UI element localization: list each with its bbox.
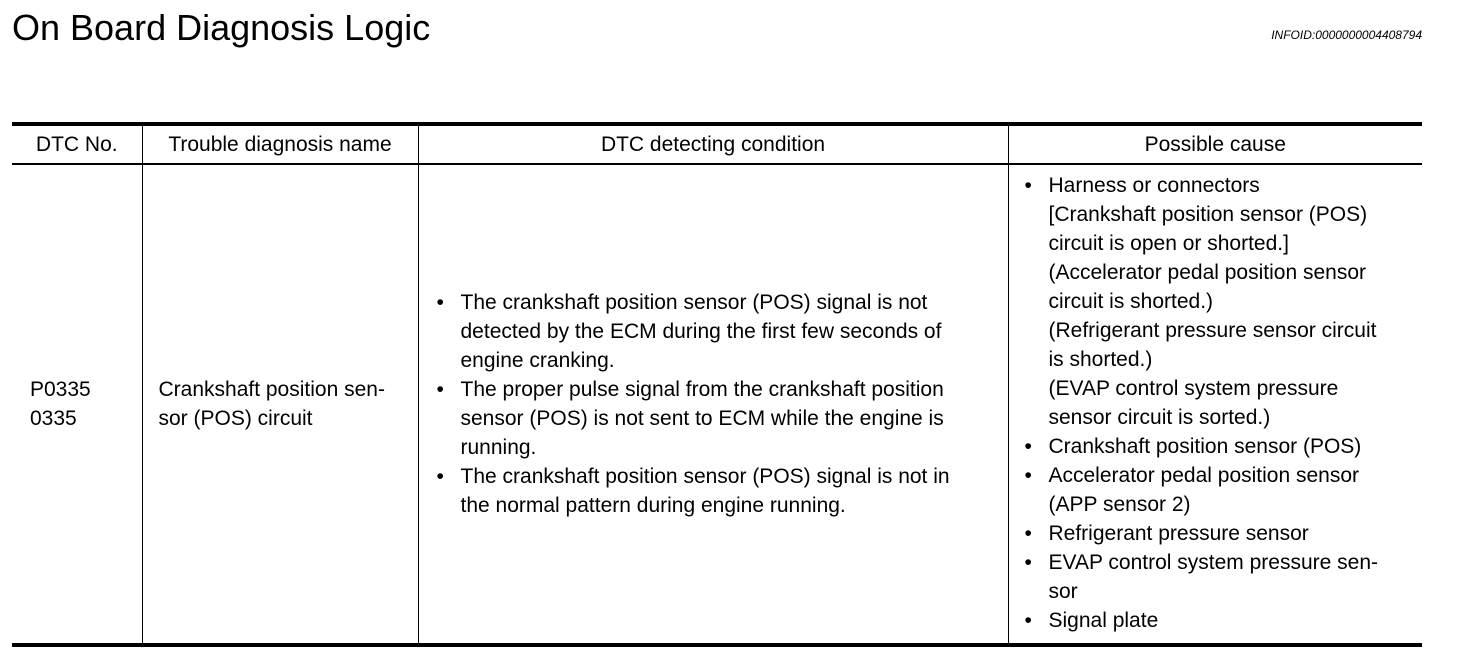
- header-dtc-detecting-condition: DTC detecting condition: [418, 124, 1008, 164]
- list-item: [1023, 432, 1419, 461]
- text-line: • Accelerator pedal position sensor: [1048, 464, 1360, 487]
- text-line: sensor (POS) is not sent to ECM while the engine is: [460, 407, 944, 430]
- dtc-code-cell: [12, 164, 142, 645]
- possible-cause-cell: [1008, 164, 1422, 645]
- dtc-code: P0335: [30, 378, 91, 401]
- text-line: engine cranking.: [460, 349, 615, 372]
- list-item: [1023, 171, 1419, 432]
- dtc-table: [12, 122, 1422, 647]
- detecting-condition-cell: [418, 164, 1008, 645]
- header-trouble-diagnosis-name: Trouble diagnosis name: [142, 124, 418, 164]
- info-id: INFOID:0000000004408794: [1271, 28, 1422, 42]
- text-line: (EVAP control system pressure: [1048, 377, 1339, 400]
- text-line: circuit is shorted.): [1048, 290, 1214, 313]
- text-line: • The crankshaft position sensor (POS) signal is not: [460, 291, 928, 314]
- dtc-code: 0335: [30, 407, 77, 430]
- text-line: (APP sensor 2): [1048, 493, 1191, 516]
- list-item: [435, 462, 998, 520]
- table-header-row: [12, 124, 1422, 164]
- text-line: • Crankshaft position sensor (POS): [1048, 435, 1362, 458]
- condition-list: [435, 288, 998, 520]
- list-item: [1023, 519, 1419, 548]
- text-line: circuit is open or shorted.]: [1048, 232, 1289, 255]
- text-line: • EVAP control system pressure sen-: [1048, 551, 1379, 574]
- header-possible-cause: Possible cause: [1008, 124, 1422, 164]
- text-line: is shorted.): [1048, 348, 1153, 371]
- trouble-name-cell: [142, 164, 418, 645]
- text-line: [Crankshaft position sensor (POS): [1048, 203, 1368, 226]
- text-line: • Signal plate: [1048, 609, 1159, 632]
- list-item: [1023, 461, 1419, 519]
- list-item: [1023, 606, 1419, 635]
- text-line: • The crankshaft position sensor (POS) signal is not in: [460, 465, 950, 488]
- list-item: [435, 288, 998, 375]
- list-item: [435, 375, 998, 462]
- page-title: On Board Diagnosis Logic: [12, 7, 431, 48]
- text-line: running.: [460, 436, 537, 459]
- cause-list: [1023, 171, 1419, 635]
- text-line: sensor circuit is sorted.): [1048, 406, 1271, 429]
- header-dtc-no: DTC No.: [35, 133, 118, 156]
- text-line: (Refrigerant pressure sensor circuit: [1048, 319, 1377, 342]
- text-line: • The proper pulse signal from the crankshaft position: [460, 378, 944, 401]
- trouble-name-line: sor (POS) circuit: [158, 407, 313, 430]
- text-line: (Accelerator pedal position sensor: [1048, 261, 1367, 284]
- text-line: detected by the ECM during the first few seconds of: [460, 320, 942, 343]
- table-row: [12, 164, 1422, 645]
- text-line: • Harness or connectors: [1048, 174, 1260, 197]
- text-line: • Refrigerant pressure sensor: [1048, 522, 1309, 545]
- trouble-name-line: Crankshaft position sen-: [158, 378, 385, 401]
- text-line: sor: [1048, 580, 1078, 603]
- list-item: [1023, 548, 1419, 606]
- text-line: the normal pattern during engine running.: [460, 494, 846, 517]
